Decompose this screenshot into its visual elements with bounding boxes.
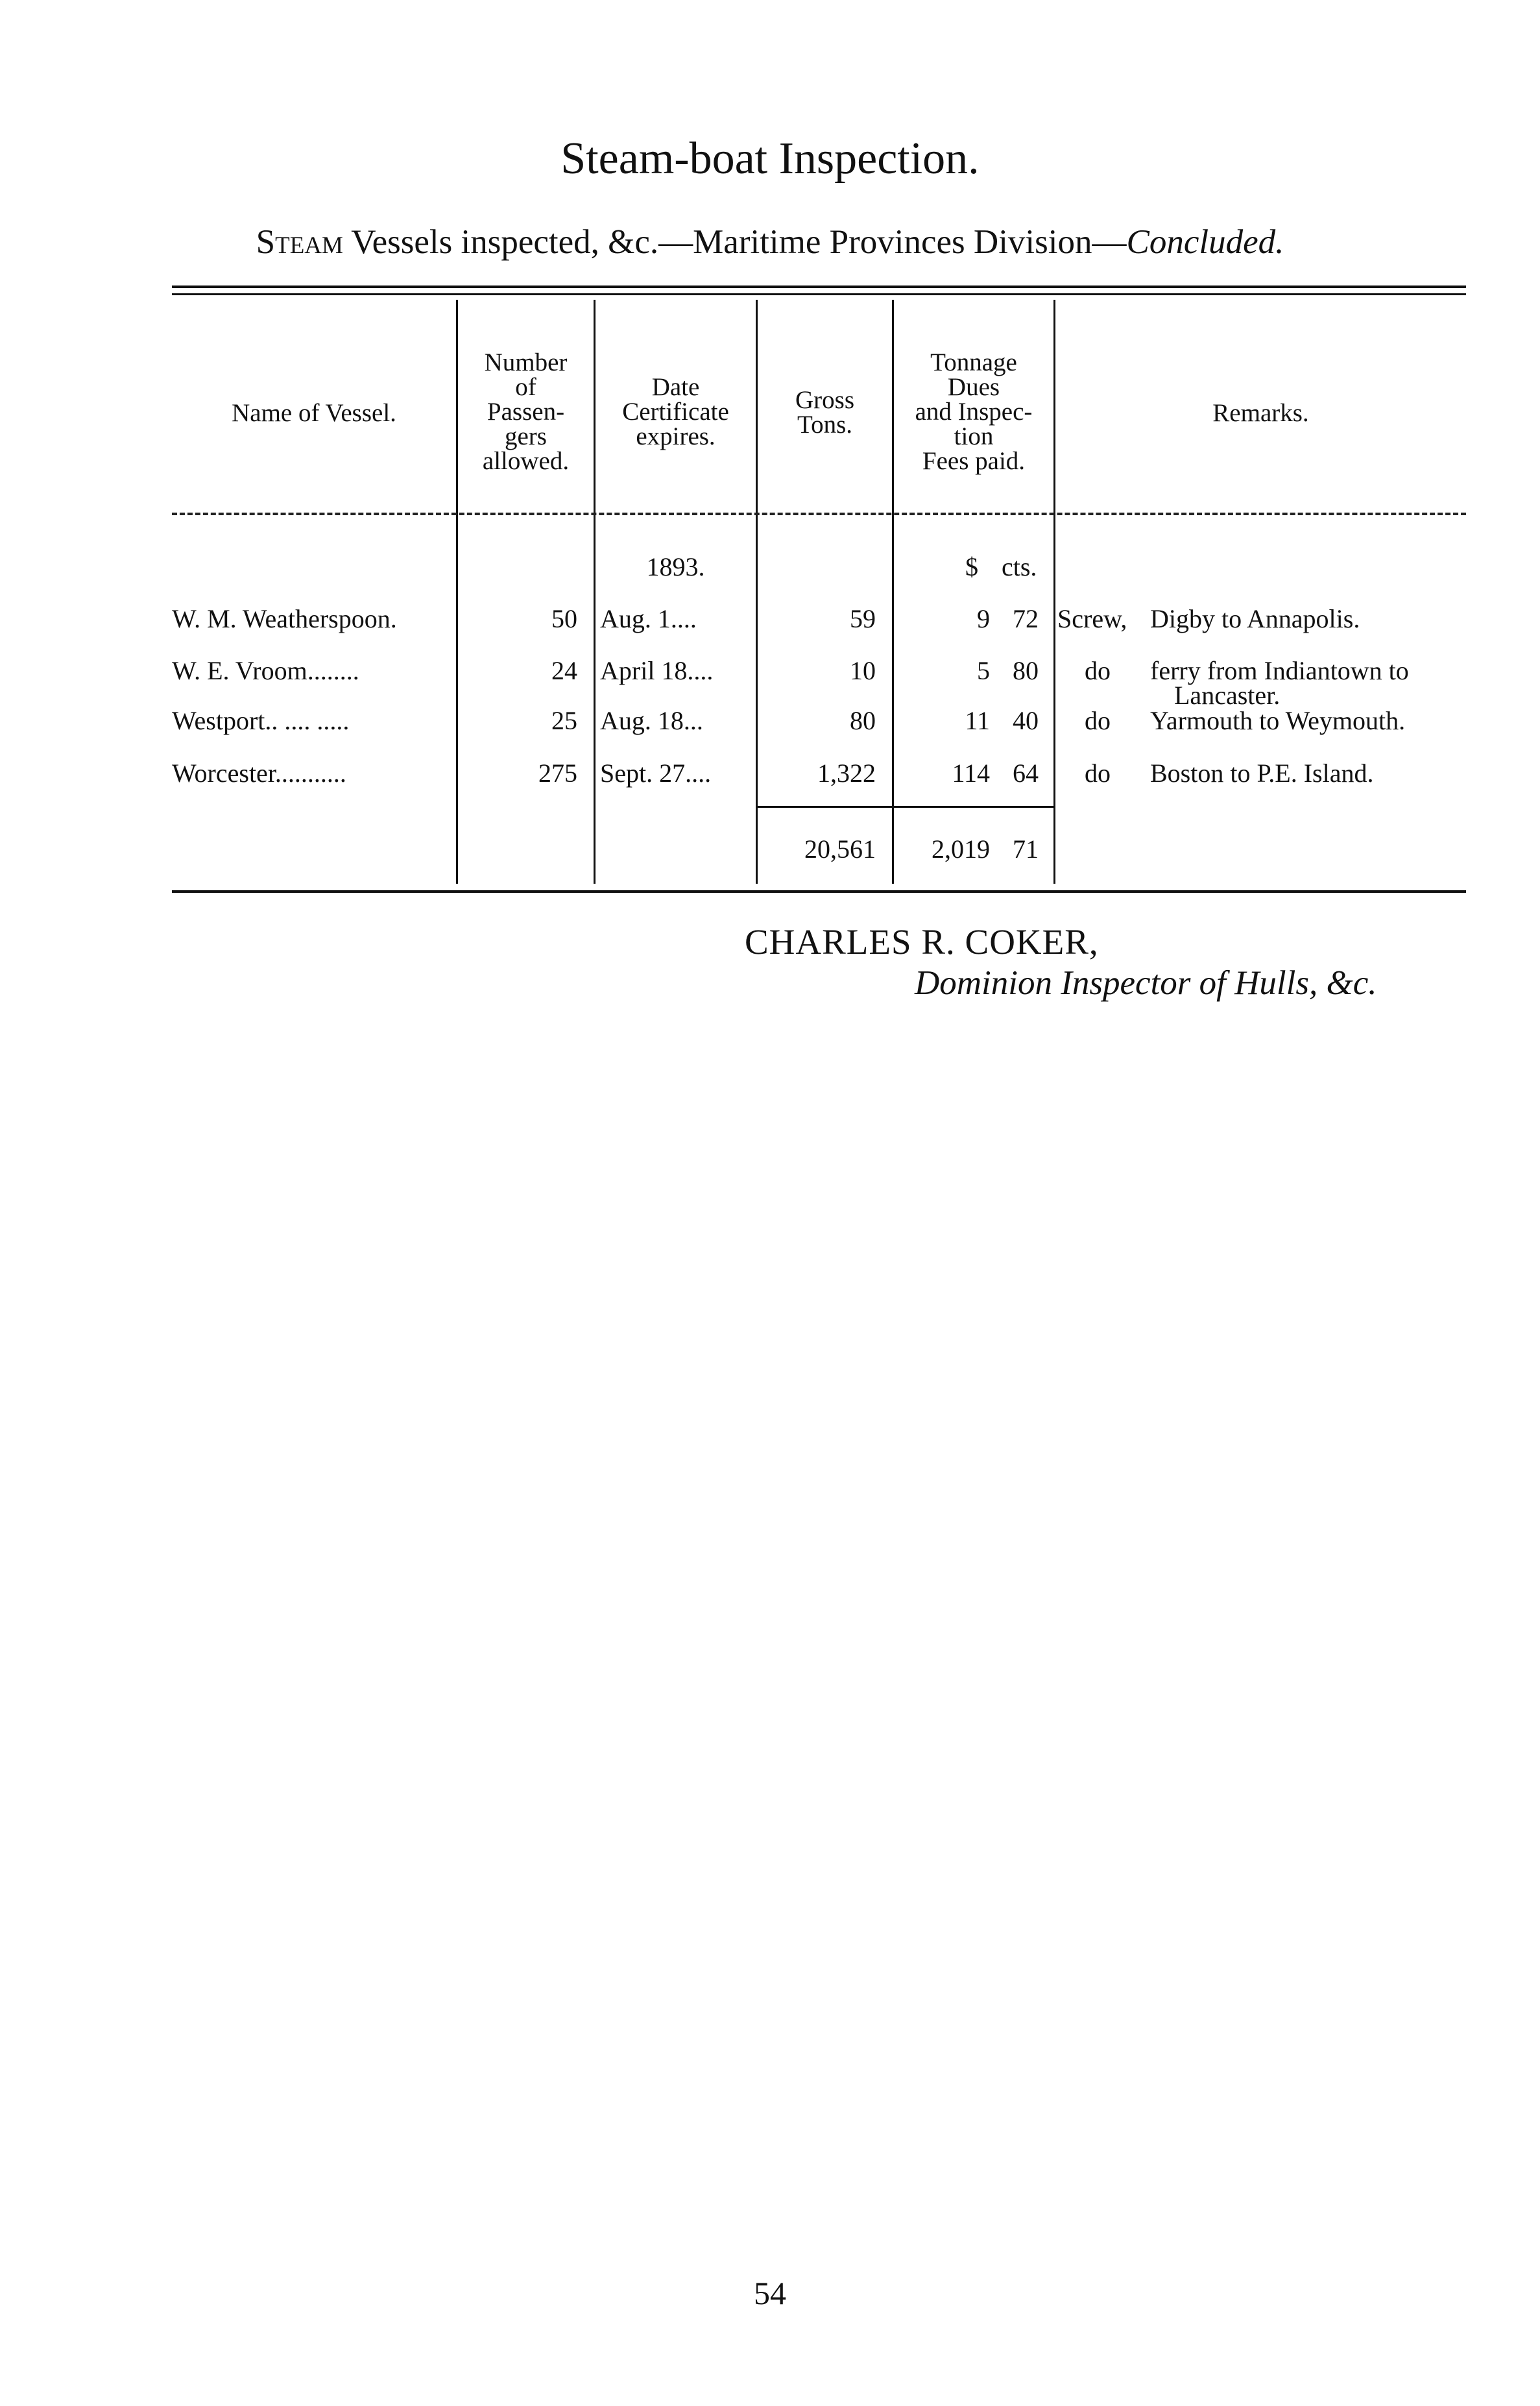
page-number: 54 (754, 2275, 786, 2311)
passengers-allowed: 275 (538, 759, 577, 788)
fees-dollars: 114 (952, 759, 990, 788)
certificate-date: Aug. 18... (600, 706, 703, 735)
page-title: Steam-boat Inspection. (560, 134, 980, 184)
fees-dollars: 9 (977, 604, 990, 633)
column-divider (1053, 300, 1055, 884)
header-tonnage-dues: Tonnage Dues and Inspec- tion Fees paid. (915, 348, 1033, 475)
totals-rule (758, 806, 1053, 808)
passengers-allowed: 25 (551, 706, 577, 735)
remark-text: Digby to Annapolis. (1150, 604, 1360, 633)
certificate-date: April 18.... (600, 656, 714, 685)
certificate-date: Sept. 27.... (600, 759, 712, 788)
vessel-name: W. M. Weatherspoon. (172, 604, 397, 633)
total-gross-tons: 20,561 (804, 834, 876, 864)
remark-prefix: do (1085, 759, 1111, 788)
gross-tons: 80 (850, 706, 876, 735)
fees-cents: 72 (1013, 604, 1039, 633)
remark-text: Boston to P.E. Island. (1150, 759, 1374, 788)
gross-tons: 1,322 (817, 759, 876, 788)
remark-prefix: do (1085, 706, 1111, 735)
remark-prefix: do (1085, 656, 1111, 685)
table-top-rule (172, 286, 1466, 288)
fees-cents: 40 (1013, 706, 1039, 735)
signature-title: Dominion Inspector of Hulls, &c. (915, 964, 1377, 1002)
fees-dollars: 5 (977, 656, 990, 685)
column-divider (756, 300, 758, 884)
passengers-allowed: 24 (551, 656, 577, 685)
total-fees-cents: 71 (1013, 834, 1039, 864)
subheader-year: 1893. (646, 552, 705, 581)
signature-name: CHARLES R. COKER, (745, 922, 1099, 962)
certificate-date: Aug. 1.... (600, 604, 697, 633)
header-passengers: Number of Passen- gers allowed. (482, 348, 570, 475)
vessel-name: Worcester........... (172, 759, 346, 788)
fees-dollars: 11 (965, 706, 990, 735)
vessel-name: Westport.. .... ..... (172, 706, 350, 735)
remark-continuation: Lancaster. (1174, 681, 1281, 710)
table-bottom-rule (172, 890, 1466, 893)
remark-text: Yarmouth to Weymouth. (1150, 706, 1406, 735)
table-top-rule-2 (172, 293, 1466, 295)
subtitle-italic: Concluded. (1126, 223, 1284, 261)
gross-tons: 59 (850, 604, 876, 633)
header-separator (172, 513, 1466, 515)
header-gross-tons: Gross Tons. (795, 386, 854, 439)
header-remarks: Remarks. (1212, 399, 1309, 427)
header-date-certificate: Date Certificate expires. (622, 373, 729, 450)
subtitle-text: Vessels inspected, &c.—Maritime Provinces Division— (343, 223, 1127, 261)
gross-tons: 10 (850, 656, 876, 685)
header-name-of-vessel: Name of Vessel. (232, 399, 396, 427)
subheader-dollar-sign: $ (965, 552, 978, 581)
total-fees-dollars: 2,019 (932, 834, 990, 864)
fees-cents: 80 (1013, 656, 1039, 685)
subtitle-caps: Steam (256, 223, 343, 261)
remark-prefix: Screw, (1057, 604, 1127, 633)
remark-text: ferry from Indiantown to (1150, 656, 1409, 685)
passengers-allowed: 50 (551, 604, 577, 633)
subheader-cents: cts. (1002, 552, 1037, 581)
page-subtitle (0, 223, 1540, 261)
vessel-name: W. E. Vroom........ (172, 656, 359, 685)
fees-cents: 64 (1013, 759, 1039, 788)
